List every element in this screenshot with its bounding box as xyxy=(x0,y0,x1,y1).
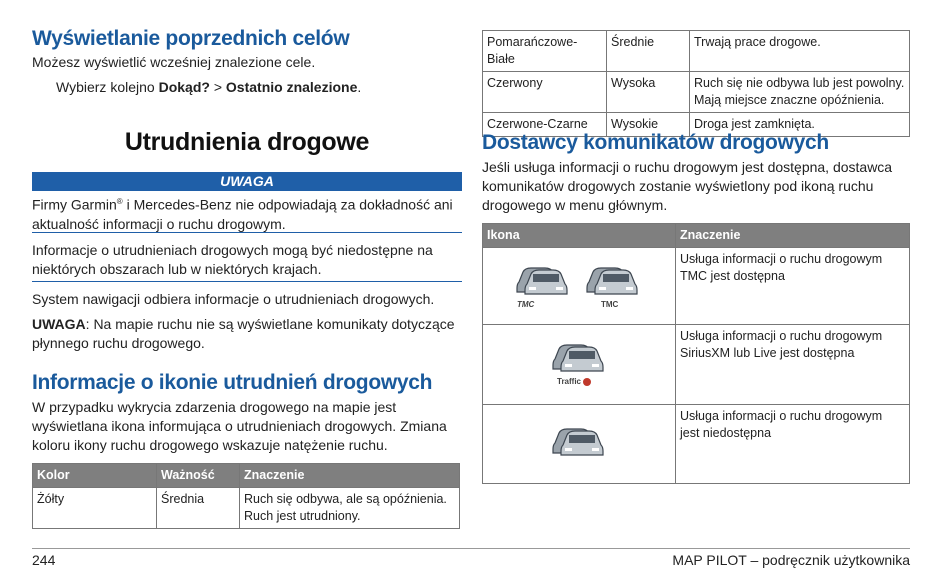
table-cell: Żółty xyxy=(33,488,157,529)
page-title: Utrudnienia drogowe xyxy=(124,128,370,156)
step-recently-found: Ostatnio znalezione xyxy=(225,79,358,95)
table-cell: Trwają prace drogowe. xyxy=(690,31,910,72)
traffic-color-table xyxy=(32,463,460,529)
traffic-car-icon xyxy=(549,423,605,462)
note-body: : Na mapie ruchu nie są wyświetlane komunikaty dotyczące płynnego ruchu drogowego. xyxy=(32,316,455,351)
traffic-car-icon xyxy=(583,262,639,309)
page-number: 244 xyxy=(32,552,56,568)
registered-mark: ® xyxy=(116,197,123,206)
table-row xyxy=(33,488,460,529)
table-cell: Pomarańczowe-Białe xyxy=(483,31,607,72)
previous-destinations-text: Możesz wyświetlić wcześniej znalezione cele. xyxy=(32,54,316,70)
warning-text-b: i Mercedes-Benz nie odpowiadają za dokładność ani aktualność informacji o ruchu drogowym. xyxy=(32,196,453,232)
step-end: . xyxy=(357,79,362,95)
traffic-car-icon xyxy=(549,339,605,386)
step-separator: > xyxy=(209,79,226,95)
siriusxm-traffic-icon xyxy=(483,325,676,405)
section-title-providers: Dostawcy komunikatów drogowych xyxy=(482,131,829,154)
table-cell: Ruch się odbywa, ale są opóźnienia. Ruch jest utrudniony. xyxy=(240,488,460,529)
previous-destinations-step xyxy=(56,78,466,97)
table-header-row xyxy=(33,464,460,488)
step-where-to: Dokąd? xyxy=(158,79,210,95)
system-text: System nawigacji odbiera informacje o utrudnieniach drogowych. xyxy=(32,291,435,307)
table-cell: Wysokie xyxy=(607,113,690,137)
table-row xyxy=(483,248,910,325)
table-cell: Czerwone-Czarne xyxy=(483,113,607,137)
table-cell: Czerwony xyxy=(483,72,607,113)
sirius-logo-text: Traffic xyxy=(557,377,582,386)
tmc-traffic-icons xyxy=(483,248,676,325)
availability-text: Informacje o utrudnieniach drogowych mogą być niedostępne na niektórych obszarach lub w niektórych krajach. xyxy=(32,242,433,277)
footer-divider xyxy=(32,548,910,549)
table-row xyxy=(483,405,910,484)
tmc-logo: TMC xyxy=(601,300,619,309)
table-header: Ikona xyxy=(483,224,676,248)
warning-text-a: Firmy Garmin xyxy=(32,196,117,213)
sirius-logo xyxy=(557,373,591,390)
table-header: Kolor xyxy=(33,464,157,488)
step-prefix: Wybierz kolejno xyxy=(56,79,159,95)
table-cell: Wysoka xyxy=(607,72,690,113)
traffic-icon-text: W przypadku wykrycia zdarzenia drogowego na mapie jest wyświetlana ikona informująca o utrudnieniach drogowych. Zmiana koloru ikony ruchu drogowego wskazuje natężenie ruchu. xyxy=(32,399,447,453)
table-cell: Droga jest zamknięta. xyxy=(690,113,910,137)
document-title: MAP PILOT – podręcznik użytkownika xyxy=(672,552,910,568)
section-title-traffic-icon: Informacje o ikonie utrudnień drogowych xyxy=(32,371,433,394)
table-row xyxy=(483,72,910,113)
no-traffic-service-icon xyxy=(483,405,676,484)
note-text xyxy=(32,315,462,353)
warning-bar: UWAGA xyxy=(32,172,462,191)
table-cell: Usługa informacji o ruchu drogowym jest niedostępna xyxy=(676,405,910,484)
sirius-dog-icon xyxy=(583,378,591,386)
providers-table xyxy=(482,223,910,484)
table-row xyxy=(483,325,910,405)
tmc-pro-logo: TMC xyxy=(517,300,535,309)
table-header-row xyxy=(483,224,910,248)
table-cell: Usługa informacji o ruchu drogowym TMC jest dostępna xyxy=(676,248,910,325)
table-header: Znaczenie xyxy=(676,224,910,248)
table-cell: Średnia xyxy=(157,488,240,529)
table-cell: Ruch się nie odbywa lub jest powolny. Mają miejsce znaczne opóźnienia. xyxy=(690,72,910,113)
divider xyxy=(32,281,462,282)
providers-text: Jeśli usługa informacji o ruchu drogowym jest dostępna, dostawca komunikatów drogowych zostanie wyświetlony pod ikoną ruchu drogowego w menu głównym. xyxy=(482,159,893,213)
traffic-color-table-continued xyxy=(482,30,910,137)
table-header: Ważność xyxy=(157,464,240,488)
table-row xyxy=(483,31,910,72)
warning-text xyxy=(32,192,462,234)
table-cell: Usługa informacji o ruchu drogowym SiriusXM lub Live jest dostępna xyxy=(676,325,910,405)
divider xyxy=(32,232,462,233)
table-cell: Średnie xyxy=(607,31,690,72)
table-header: Znaczenie xyxy=(240,464,460,488)
section-title-previous-destinations: Wyświetlanie poprzednich celów xyxy=(32,27,350,50)
traffic-car-icon xyxy=(513,262,569,309)
note-label: UWAGA xyxy=(32,316,86,332)
